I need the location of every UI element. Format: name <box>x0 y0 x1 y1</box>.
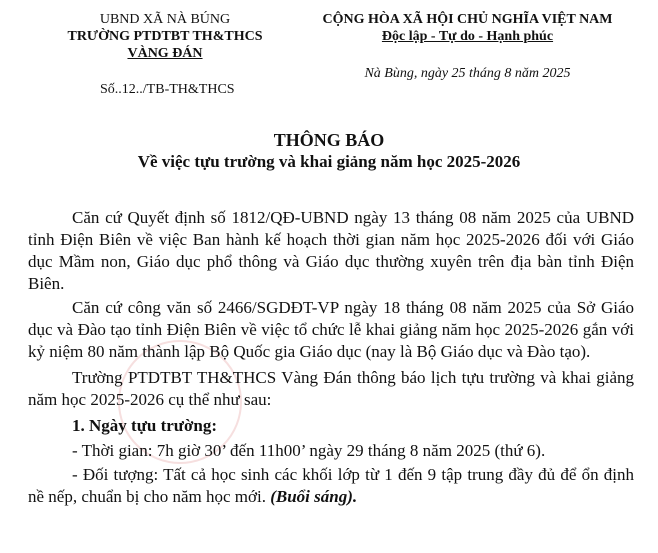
org-line-3: VÀNG ĐÁN <box>127 46 203 61</box>
document-subtitle: Về việc tựu trường và khai giảng năm học 2025-2026 <box>137 152 521 171</box>
paragraph-legal-basis-2: Căn cứ công văn số 2466/SGDĐT-VP ngày 18 tháng 08 năm 2025 của Sở Giáo dục và Đào tạo tỉnh Điện Biên về việc tổ chức lễ khai giảng năm học 2025-2026 gắn với kỷ niệm 80 năm thành lập Bộ Quốc gia Giáo dục (nay là Bộ Giáo dục và Đào tạo). <box>28 298 634 361</box>
org-line-1: UBND XÃ NÀ BÚNG <box>99 12 231 27</box>
paragraph-announcement: Trường PTDTBT TH&THCS Vàng Đán thông báo lịch tựu trường và khai giảng năm học 2025-2026 cụ thể như sau: <box>28 368 634 409</box>
section-heading-opening-day: 1. Ngày tựu trường: <box>72 416 218 435</box>
paragraph-legal-basis-1: Căn cứ Quyết định số 1812/QĐ-UBND ngày 13 tháng 08 năm 2025 của UBND tỉnh Điện Biên về việc Ban hành kế hoạch thời gian năm học 2025-2026 đối với Giáo dục Mầm non, Giáo dục phổ thông và Giáo dục thường xuyên trên địa bàn tỉnh Điện Biên. <box>28 208 634 293</box>
target-students-text: - Đối tượng: Tất cả học sinh các khối lớp từ 1 đến 9 tập trung đầy đủ để ổn định nề nếp, chuẩn bị cho năm học mới. <box>28 465 634 506</box>
morning-session-note: (Buổi sáng). <box>270 487 358 506</box>
national-title: CỘNG HÒA XÃ HỘI CHỦ NGHĨA VIỆT NAM <box>322 12 613 27</box>
document-title: THÔNG BÁO <box>273 130 385 150</box>
national-motto: Độc lập - Tự do - Hạnh phúc <box>381 29 554 44</box>
place-and-date: Nà Bùng, ngày 25 tháng 8 năm 2025 <box>364 66 571 81</box>
org-line-2: TRƯỜNG PTDTBT TH&THCS <box>67 29 263 44</box>
document-number: Số..12../TB-TH&THCS <box>100 82 235 97</box>
target-students-line <box>28 464 634 508</box>
schedule-time-line: - Thời gian: 7h giờ 30’ đến 11h00’ ngày 29 tháng 8 năm 2025 (thứ 6). <box>72 441 546 460</box>
